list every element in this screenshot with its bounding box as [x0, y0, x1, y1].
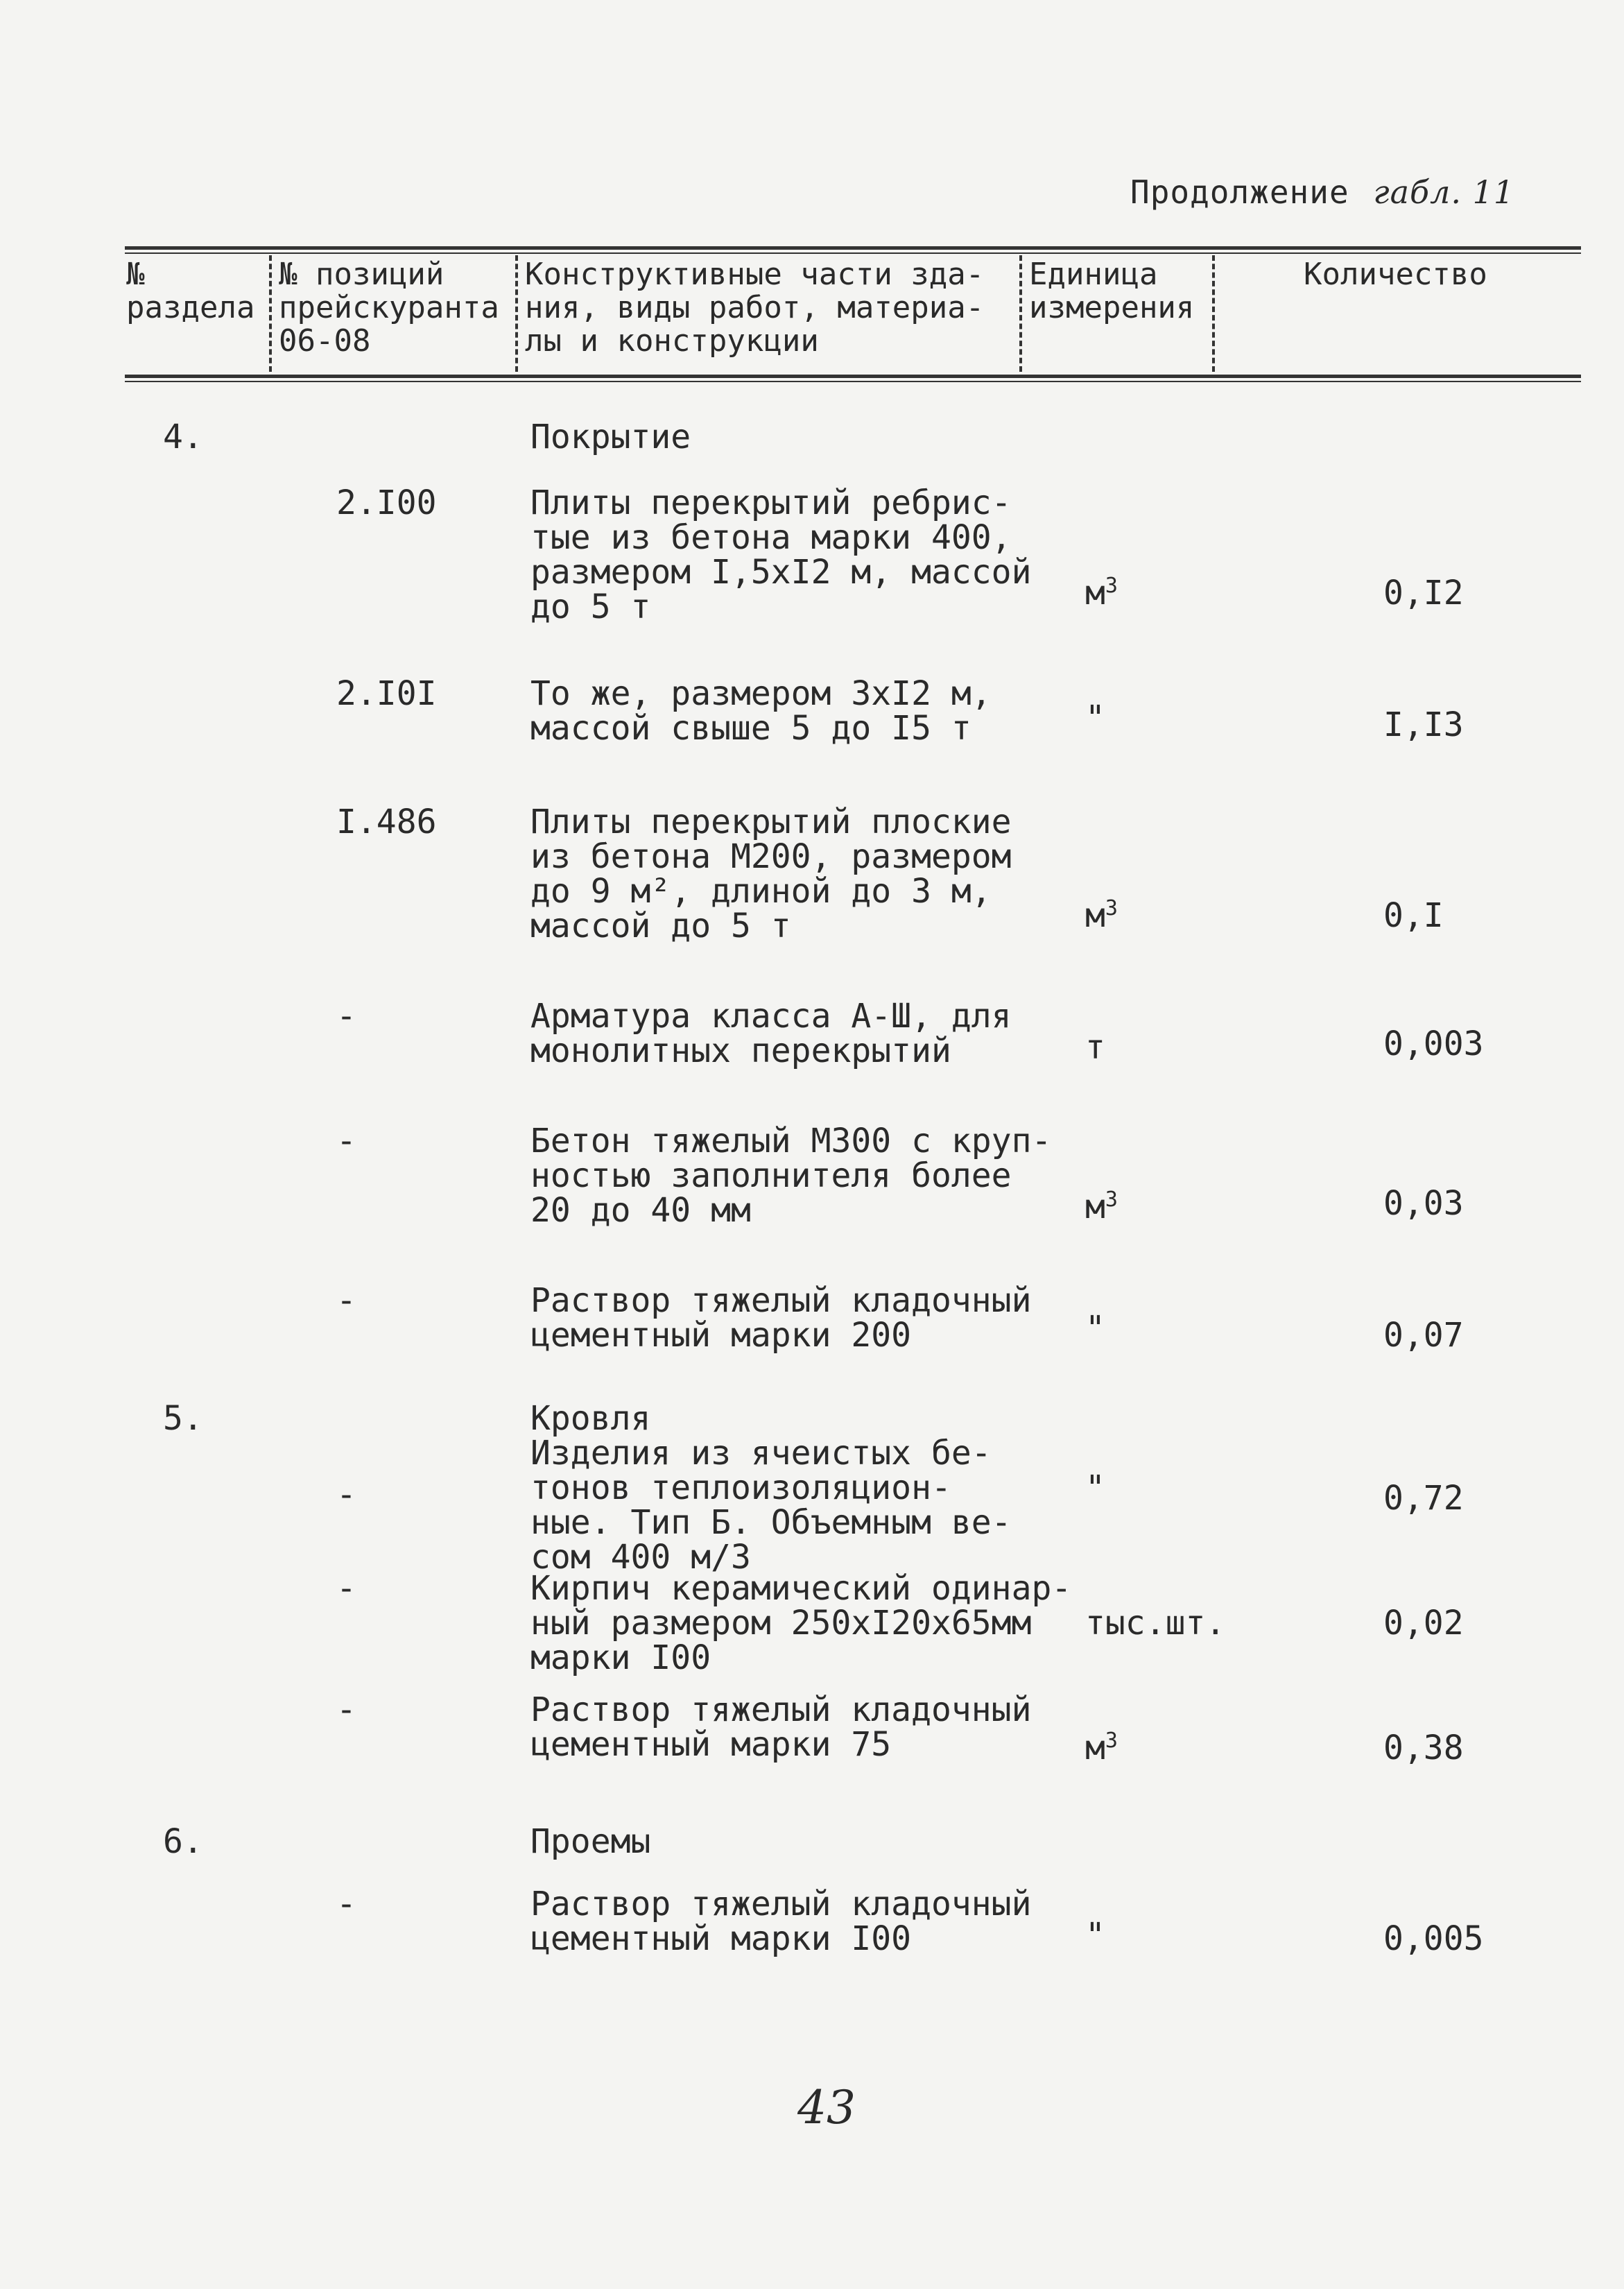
section-number: 4.	[163, 418, 203, 456]
unit-of-measure: "	[1085, 1916, 1105, 1955]
quantity-value: 0,I	[1383, 896, 1444, 935]
unit-of-measure: т	[1085, 1028, 1105, 1067]
item-description: Раствор тяжелый кладочный цементный марки I00	[530, 1885, 1032, 1958]
unit-of-measure: $м^3$	[1085, 574, 1118, 612]
position-code: -	[336, 997, 356, 1036]
item-description: Плиты перекрытий плоские из бетона М200, размером до 9 м², длиной до 3 м, массой до 5 т	[530, 803, 1012, 945]
quantity-value: I,I3	[1383, 705, 1464, 744]
section-title: Кровля	[530, 1399, 651, 1438]
table-continuation-label	[1130, 173, 1514, 211]
unit-of-measure: тыс.шт.	[1085, 1604, 1226, 1643]
header-quantity: Количество	[1304, 257, 1487, 292]
section-title: Проемы	[530, 1822, 651, 1861]
item-description: Плиты перекрытий ребрис- тые из бетона марки 400, размером I,5xI2 м, массой до 5 т	[530, 483, 1032, 626]
item-description: Раствор тяжелый кладочный цементный марки 75	[530, 1690, 1032, 1764]
header-bottom-rule-thin	[125, 381, 1581, 382]
unit-of-measure: "	[1085, 698, 1105, 737]
item-description: Изделия из ячеистых бе- тонов теплоизоляцион- ные. Тип Б. Объемным ве- сом 400 м/3	[530, 1434, 1012, 1577]
table-reference: габл. 11	[1373, 173, 1515, 211]
section-title: Покрытие	[530, 418, 691, 456]
header-top-rule	[125, 246, 1581, 250]
position-code: 2.I00	[336, 483, 437, 522]
item-description: Арматура класса А-Ш, для монолитных перекрытий	[530, 997, 1012, 1070]
position-code: -	[336, 1885, 356, 1923]
quantity-value: 0,03	[1383, 1184, 1464, 1223]
position-code: -	[336, 1475, 356, 1514]
item-description: Кирпич керамический одинар- ный размером 250xI20x65мм марки I00	[530, 1569, 1072, 1677]
position-code: -	[336, 1569, 356, 1608]
header-description: Конструктивные части зда- ния, виды работ, материа- лы и конструкции	[525, 257, 985, 359]
unit-of-measure: $м^3$	[1085, 1729, 1118, 1767]
quantity-value: 0,02	[1383, 1604, 1464, 1643]
position-code: -	[336, 1122, 356, 1160]
unit-of-measure: $м^3$	[1085, 1188, 1118, 1226]
position-code: 2.I0I	[336, 674, 437, 713]
header-unit: Единица измерения	[1029, 257, 1195, 325]
header-position: № позиций прейскуранта 06-08	[279, 257, 499, 359]
unit-of-measure: $м^3$	[1085, 896, 1118, 935]
quantity-value: 0,38	[1383, 1729, 1464, 1767]
unit-of-measure: "	[1085, 1309, 1105, 1348]
header-divider	[1019, 255, 1022, 372]
continuation-text: Продолжение	[1130, 173, 1349, 211]
header-section: № раздела	[126, 257, 255, 325]
header-top-rule-thin	[125, 252, 1581, 254]
item-description: Бетон тяжелый М300 с круп- ностью заполнителя более 20 до 40 мм	[530, 1122, 1052, 1230]
quantity-value: 0,07	[1383, 1316, 1464, 1355]
item-description: То же, размером 3xI2 м, массой свыше 5 до I5 т	[530, 674, 992, 748]
quantity-value: 0,003	[1383, 1025, 1484, 1063]
quantity-value: 0,005	[1383, 1919, 1484, 1958]
page-number: 43	[797, 2081, 856, 2134]
header-divider	[1212, 255, 1215, 372]
header-bottom-rule	[125, 375, 1581, 378]
header-divider	[269, 255, 272, 372]
quantity-value: 0,72	[1383, 1479, 1464, 1518]
unit-of-measure: "	[1085, 1468, 1105, 1507]
position-code: I.486	[336, 803, 437, 841]
quantity-value: 0,I2	[1383, 574, 1464, 612]
section-number: 5.	[163, 1399, 203, 1438]
position-code: -	[336, 1690, 356, 1729]
section-number: 6.	[163, 1822, 203, 1861]
header-divider	[515, 255, 518, 372]
position-code: -	[336, 1281, 356, 1320]
item-description: Раствор тяжелый кладочный цементный марки 200	[530, 1281, 1032, 1355]
